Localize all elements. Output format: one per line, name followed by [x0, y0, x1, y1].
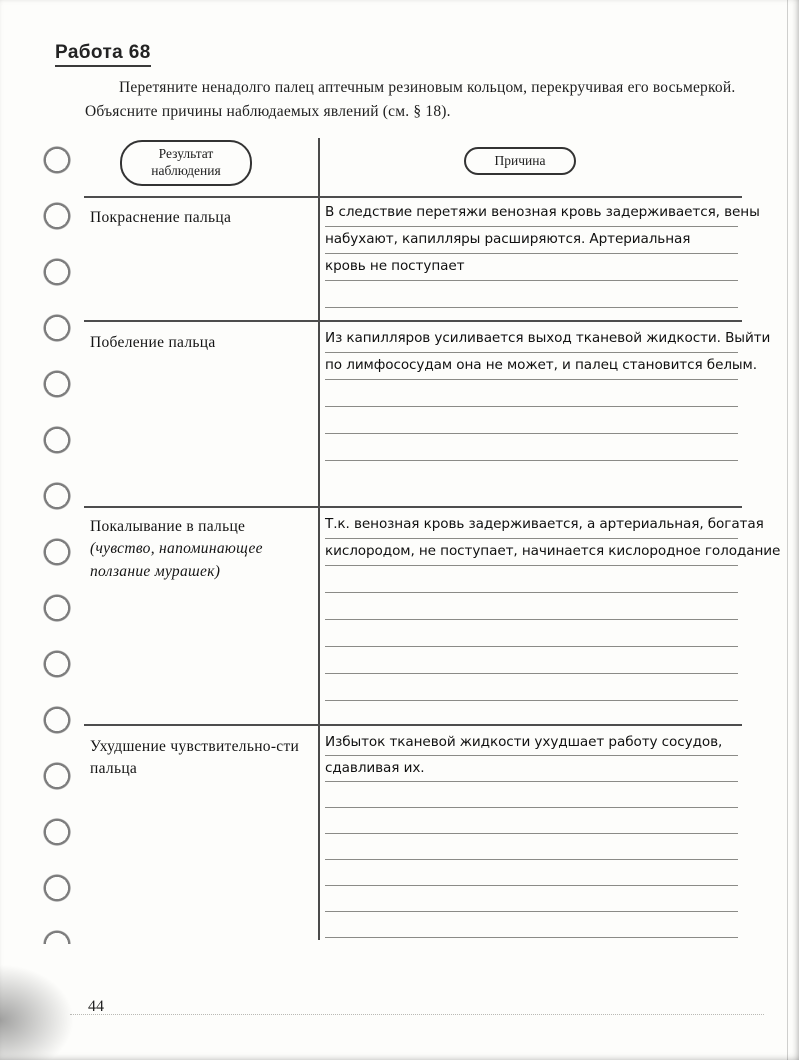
scan-artifact-line: [70, 1014, 764, 1015]
ruled-blank-line: [325, 912, 738, 938]
notebook-torn-edge: [36, 132, 78, 944]
handwritten-answer-line: по лимфососудам она не может, и палец становится белым.: [325, 353, 738, 380]
table-row-separator: [84, 724, 742, 726]
cause-row-3: [325, 512, 781, 701]
ruled-blank-line: [325, 647, 738, 674]
handwritten-answer-line: Избыток тканевой жидкости ухудшает работу сосудов,: [325, 730, 738, 756]
task-text: Перетяните ненадолго палец аптечным резиновым кольцом, перекручивая его восьмеркой. Объясните причины наблюдаемых явлений (см. § 18).: [85, 79, 736, 121]
column-header-cause: [464, 147, 576, 175]
column-header-result-label: Результат наблюдения: [151, 146, 221, 178]
ruled-blank-line: [325, 886, 738, 912]
observation-note: (чувство, напоминающее ползание мурашек): [90, 540, 263, 580]
handwritten-answer-line: Из капилляров усиливается выход тканевой жидкости. Выйти: [325, 326, 738, 353]
handwritten-answer-line: кровь не поступает: [325, 254, 738, 281]
ruled-blank-line: [325, 674, 738, 701]
table-row-separator: [84, 320, 742, 322]
table-row-separator: [84, 506, 742, 508]
handwritten-answer-line: сдавливая их.: [325, 756, 738, 782]
observation-row-3: [90, 516, 310, 583]
ruled-blank-line: [325, 281, 738, 308]
handwritten-answer-line: кислородом, не поступает, начинается кислородное голодание: [325, 539, 738, 566]
page-number: 44: [88, 998, 104, 1015]
cause-row-1: [325, 200, 760, 308]
table-column-divider: [318, 138, 320, 940]
observation-label: Покалывание в пальце: [90, 518, 246, 535]
scan-shadow: [0, 960, 80, 1060]
ruled-blank-line: [325, 834, 738, 860]
ruled-blank-line: [325, 620, 738, 647]
table-header-separator: [84, 196, 742, 198]
cause-row-2: [325, 326, 771, 461]
ruled-blank-line: [325, 407, 738, 434]
column-header-cause-label: Причина: [494, 153, 546, 168]
observation-table: [84, 138, 781, 940]
ruled-blank-line: [325, 808, 738, 834]
cause-row-4: [325, 730, 738, 938]
observation-row-1: Покраснение пальца: [90, 209, 232, 226]
page-title: Работа 68: [55, 42, 151, 67]
handwritten-answer-line: В следствие перетяжи венозная кровь задерживается, вены: [325, 200, 738, 227]
observation-row-2: Побеление пальца: [90, 334, 216, 351]
ruled-blank-line: [325, 593, 738, 620]
ruled-blank-line: [325, 380, 738, 407]
ruled-blank-line: [325, 566, 738, 593]
handwritten-answer-line: набухают, капилляры расширяются. Артериальная: [325, 227, 738, 254]
observation-row-4: Ухудшение чувствительно-сти пальца: [90, 738, 300, 778]
ruled-blank-line: [325, 860, 738, 886]
column-header-result: [120, 140, 252, 186]
ruled-blank-line: [325, 782, 738, 808]
ruled-blank-line: [325, 434, 738, 461]
handwritten-answer-line: Т.к. венозная кровь задерживается, а артериальная, богатая: [325, 512, 738, 539]
page-edge-line: [787, 0, 788, 1060]
